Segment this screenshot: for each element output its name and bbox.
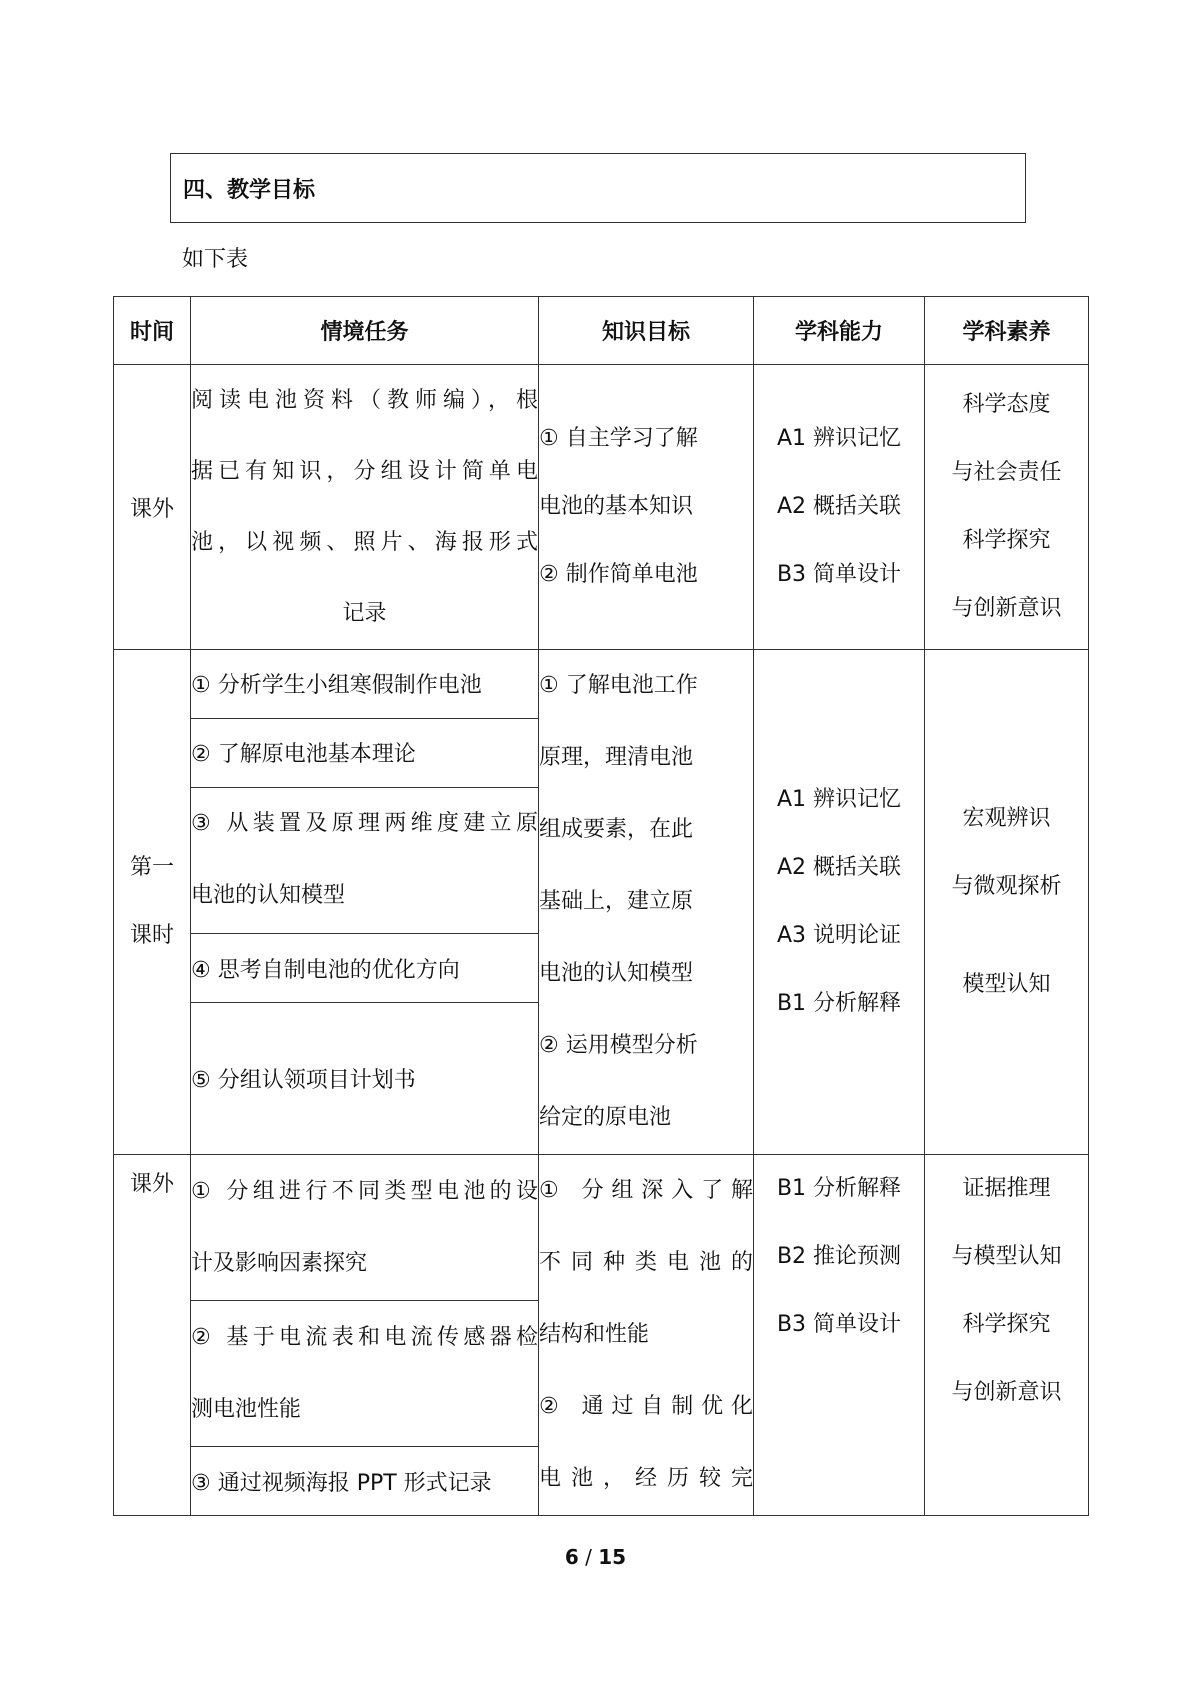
- knowledge-line: ① 自主学习了解: [539, 426, 698, 451]
- task-line: ③ 通过视频海报 PPT 形式记录: [191, 1470, 492, 1496]
- header-time: 时间: [114, 297, 191, 365]
- task-line: ① 分析学生小组寒假制作电池: [191, 673, 482, 699]
- ability-line: B1 分析解释: [776, 991, 902, 1016]
- table-row: [114, 365, 1089, 650]
- knowledge-cell: [539, 650, 754, 1155]
- time-cell: 课外: [114, 365, 191, 650]
- task-line: ⑤ 分组认领项目计划书: [191, 1068, 416, 1094]
- literacy-cell: [925, 365, 1089, 650]
- knowledge-line: 组成要素，在此: [539, 817, 694, 842]
- header-knowledge: 知识目标: [539, 297, 754, 365]
- section-title: 四、教学目标: [183, 177, 316, 203]
- task-line: 池，以视频、照片、海报形式: [191, 530, 538, 555]
- literacy-line: 科学探究: [962, 1312, 1051, 1337]
- task-line: 据已有知识，分组设计简单电: [191, 459, 538, 484]
- task-cell: [191, 365, 539, 650]
- ability-cell: [754, 650, 925, 1155]
- header-literacy: 学科素养: [925, 297, 1089, 365]
- page-current: 6: [564, 1545, 579, 1569]
- literacy-cell: [925, 1155, 1089, 1516]
- knowledge-line: 电池的认知模型: [539, 961, 694, 986]
- task-line: 阅读电池资料（教师编），根: [191, 388, 538, 413]
- intro-text: 如下表: [182, 247, 249, 272]
- header-ability: 学科能力: [754, 297, 925, 365]
- ability-cell: [754, 1155, 925, 1516]
- ability-line: B3 简单设计: [776, 562, 902, 587]
- literacy-line: 与模型认知: [951, 1244, 1062, 1269]
- task-line: ② 了解原电池基本理论: [191, 742, 416, 768]
- task-cell: [191, 934, 539, 1003]
- ability-line: A1 辨识记忆: [776, 787, 902, 812]
- task-line: ② 基于电流表和电流传感器检: [191, 1324, 538, 1350]
- task-cell: [191, 1003, 539, 1155]
- literacy-line: 宏观辨识: [962, 806, 1051, 831]
- literacy-line: 科学态度: [962, 392, 1051, 417]
- literacy-cell: [925, 650, 1089, 1155]
- ability-line: A2 概括关联: [776, 855, 902, 880]
- literacy-line: 与创新意识: [951, 1380, 1062, 1405]
- task-cell: [191, 787, 539, 934]
- ability-line: B2 推论预测: [776, 1244, 902, 1269]
- task-cell: [191, 1301, 539, 1447]
- knowledge-line: ② 通过自制优化: [539, 1394, 753, 1419]
- task-line: 计及影响因素探究: [191, 1250, 368, 1276]
- task-cell: [191, 650, 539, 719]
- task-line: 电池的认知模型: [191, 883, 346, 909]
- knowledge-line: 给定的原电池: [539, 1105, 672, 1130]
- knowledge-line: 电池，经历较完: [539, 1466, 753, 1491]
- literacy-line: 与创新意识: [951, 596, 1062, 621]
- knowledge-line: 不同种类电池的: [539, 1250, 753, 1275]
- table-row: [114, 650, 1089, 719]
- literacy-line: 科学探究: [962, 528, 1051, 553]
- literacy-line: 与微观探析: [951, 874, 1062, 899]
- header-task: 情境任务: [191, 297, 539, 365]
- knowledge-line: 结构和性能: [539, 1322, 650, 1347]
- knowledge-line: 原理，理清电池: [539, 745, 694, 770]
- knowledge-line: 电池的基本知识: [539, 494, 694, 519]
- task-cell: [191, 718, 539, 787]
- task-line: 测电池性能: [191, 1396, 302, 1422]
- page-number: [0, 1545, 1191, 1569]
- knowledge-line: ① 了解电池工作: [539, 673, 698, 698]
- time-line: 课时: [129, 923, 174, 948]
- table-row: [114, 1155, 1089, 1301]
- page-separator: /: [578, 1545, 599, 1569]
- knowledge-cell: [539, 1155, 754, 1516]
- task-cell: [191, 1447, 539, 1516]
- ability-line: A1 辨识记忆: [776, 426, 902, 451]
- task-line: ① 分组进行不同类型电池的设: [191, 1178, 538, 1204]
- section-heading-box: [170, 153, 1026, 223]
- page-total: 15: [598, 1545, 627, 1569]
- literacy-line: 与社会责任: [951, 460, 1062, 485]
- ability-line: A3 说明论证: [776, 923, 902, 948]
- literacy-line: 证据推理: [962, 1176, 1051, 1201]
- knowledge-line: 基础上，建立原: [539, 889, 694, 914]
- time-cell: 课外: [114, 1155, 191, 1516]
- ability-cell: [754, 365, 925, 650]
- ability-line: B3 简单设计: [776, 1312, 902, 1337]
- knowledge-line: ② 制作简单电池: [539, 562, 698, 587]
- task-cell: [191, 1155, 539, 1301]
- time-line: 第一: [129, 855, 174, 880]
- time-cell: [114, 650, 191, 1155]
- teaching-goals-table: [113, 296, 1089, 1516]
- knowledge-line: ① 分组深入了解: [539, 1178, 753, 1203]
- knowledge-line: ② 运用模型分析: [539, 1033, 698, 1058]
- ability-line: A2 概括关联: [776, 494, 902, 519]
- knowledge-cell: [539, 365, 754, 650]
- header-row: [114, 297, 1089, 365]
- ability-line: B1 分析解释: [776, 1176, 902, 1201]
- task-line: 记录: [342, 601, 387, 626]
- literacy-line: 模型认知: [962, 972, 1051, 997]
- task-line: ④ 思考自制电池的优化方向: [191, 957, 460, 983]
- task-line: ③ 从装置及原理两维度建立原: [191, 811, 538, 837]
